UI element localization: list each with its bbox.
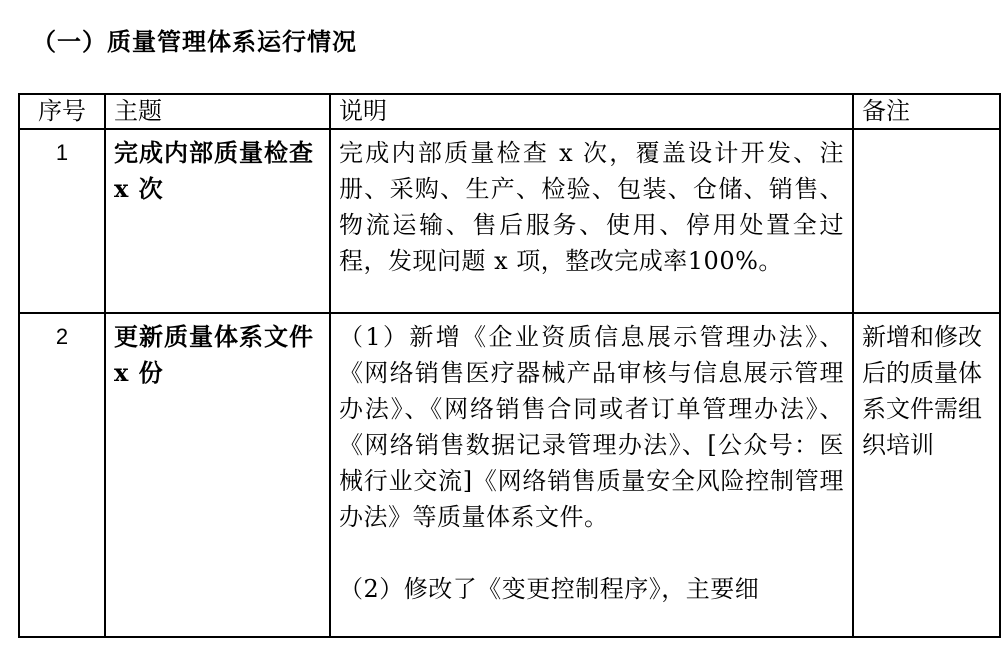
header-topic: 主题	[105, 94, 330, 129]
table-header-row	[19, 94, 1000, 129]
header-note: 备注	[853, 94, 1000, 129]
header-description: 说明	[330, 94, 853, 129]
quality-system-table	[18, 93, 1001, 638]
header-no: 序号	[19, 94, 105, 129]
row-topic: 更新质量体系文件 x 份	[105, 313, 330, 637]
row-description-cell	[330, 313, 853, 637]
description-paragraph-1: （1）新增《企业资质信息展示管理办法》、《网络销售医疗器械产品审核与信息展示管理办法》、《网络销售合同或者订单管理办法》、《网络销售数据记录管理办法》、[公众号：医械行业交流]《网络销售质量安全风险控制管理办法》等质量体系文件。	[339, 323, 844, 531]
row-number: 2	[19, 313, 105, 637]
section-heading: （一）质量管理体系运行情况	[32, 27, 357, 56]
description-paragraph-2: （2）修改了《变更控制程序》，主要细	[339, 575, 760, 603]
description-clip	[339, 319, 844, 635]
row-topic: 完成内部质量检查 x 次	[105, 129, 330, 313]
row-description: 完成内部质量检查 x 次，覆盖设计开发、注册、采购、生产、检验、包装、仓储、销售、物流运输、售后服务、使用、停用处置全过程，发现问题 x 项，整改完成率100%。	[330, 129, 853, 313]
table-row	[19, 129, 1000, 313]
row-note	[853, 129, 1000, 313]
table-row	[19, 313, 1000, 637]
row-number: 1	[19, 129, 105, 313]
row-note: 新增和修改后的质量体系文件需组织培训	[853, 313, 1000, 637]
